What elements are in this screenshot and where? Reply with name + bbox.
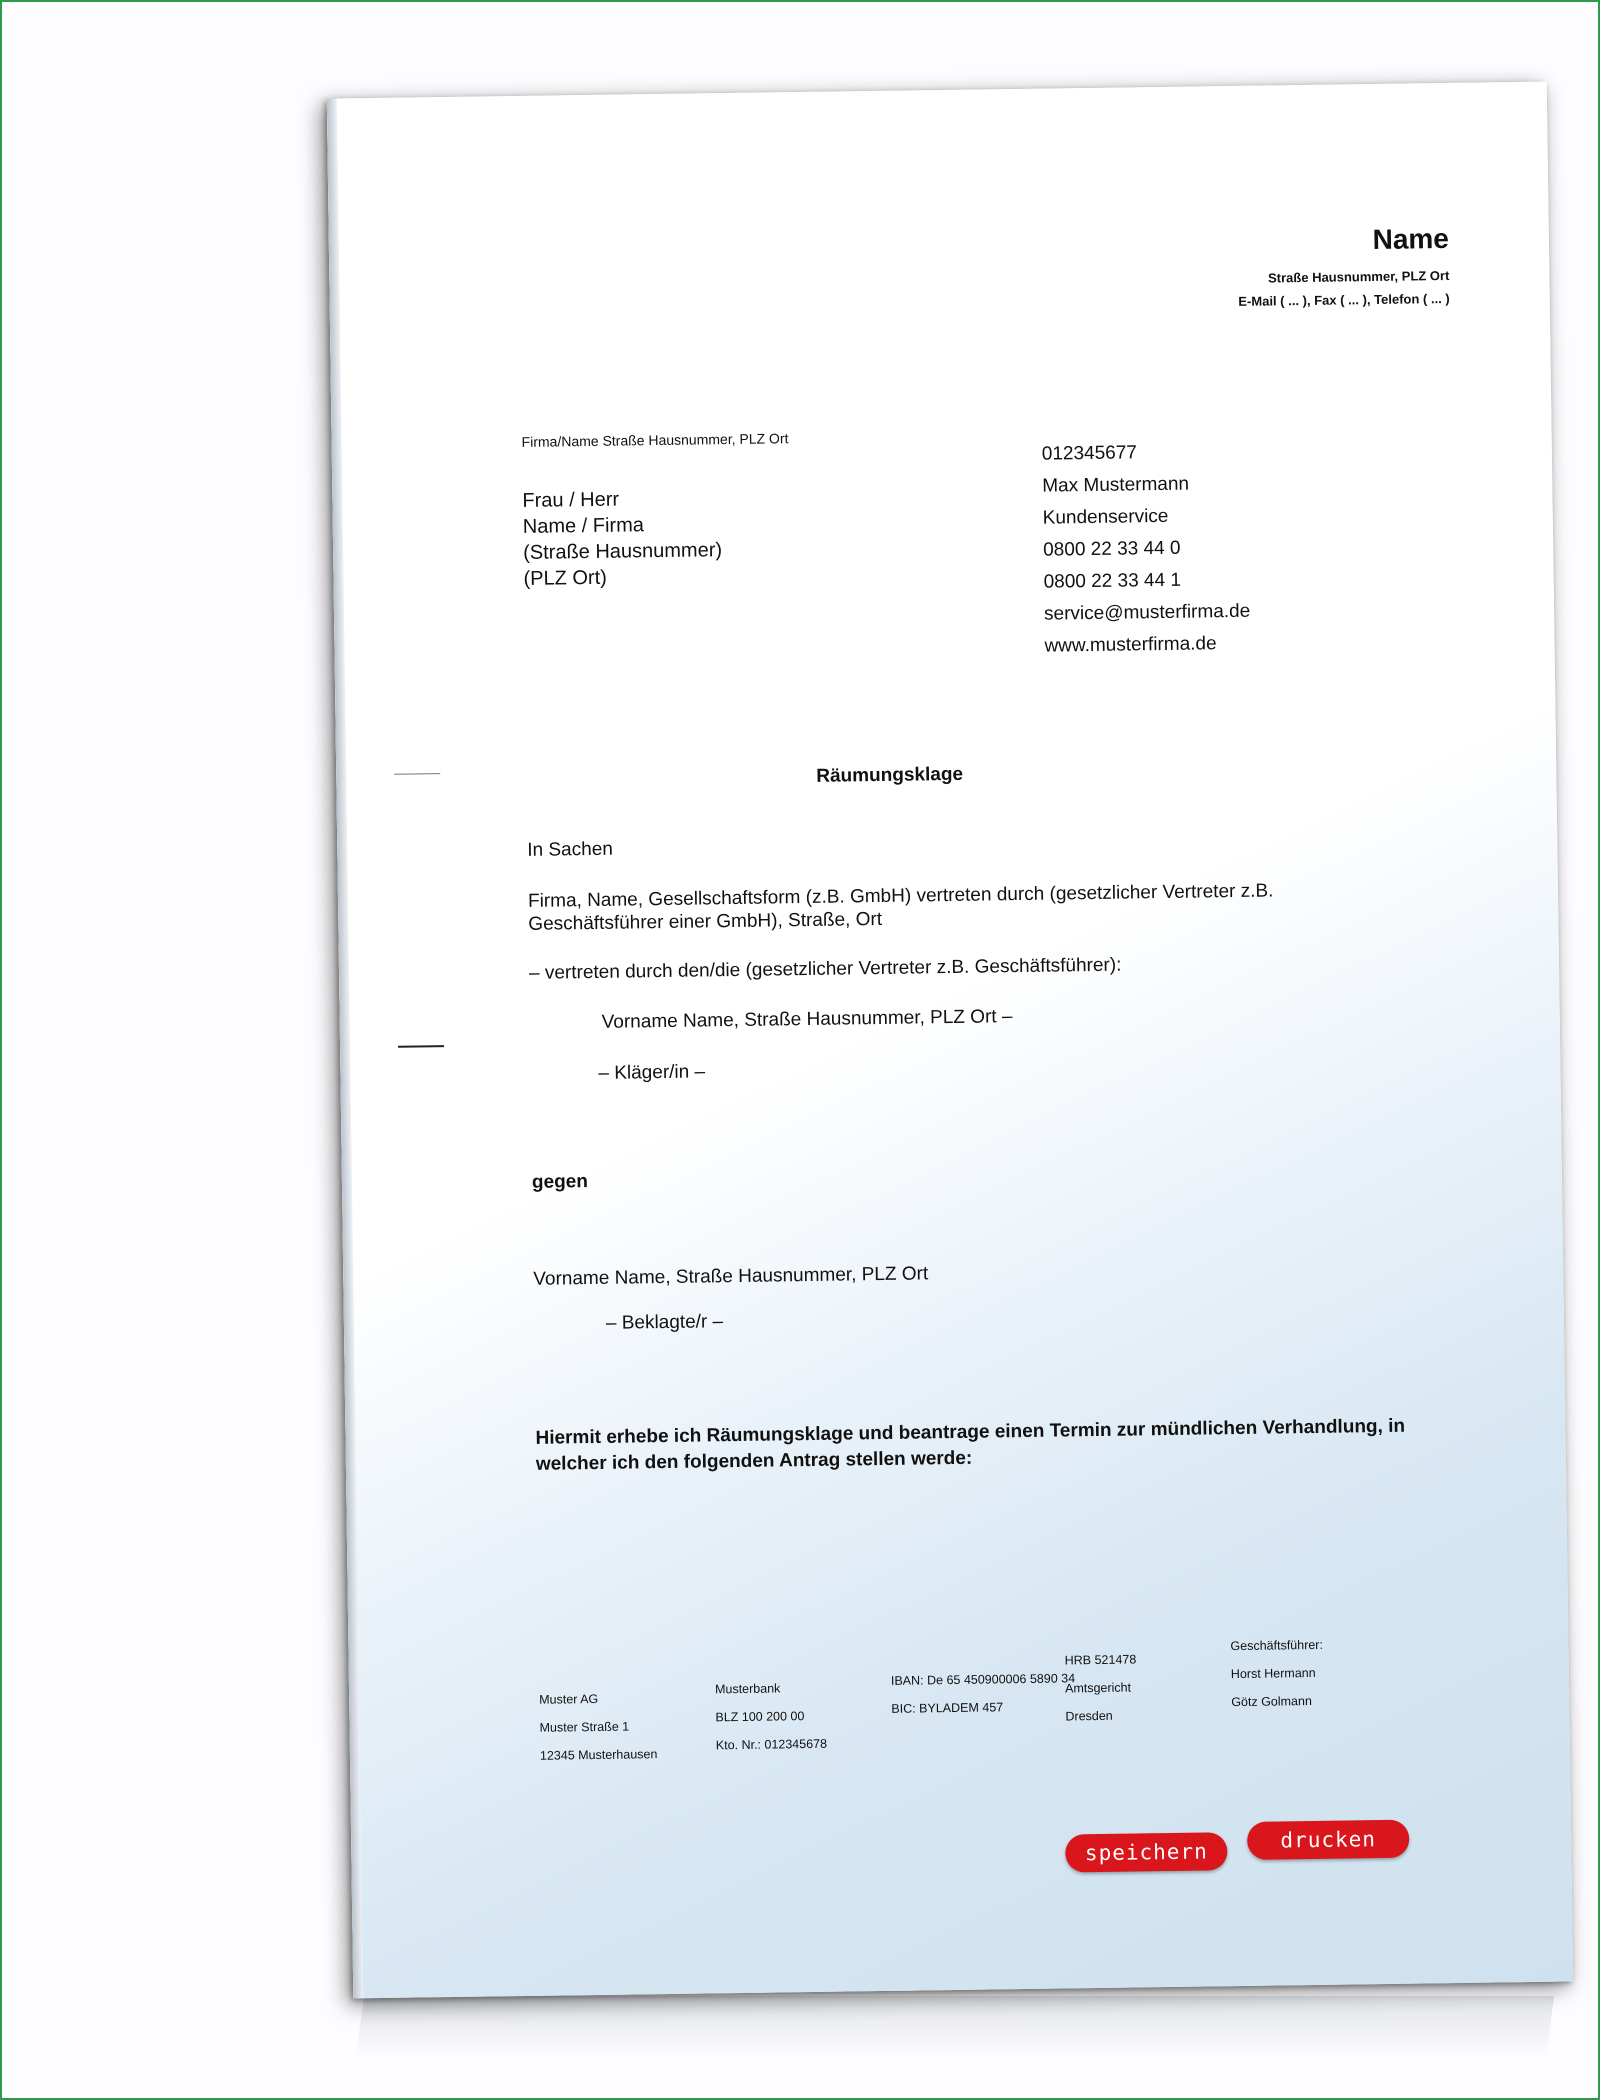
save-button[interactable]: speichern: [1065, 1832, 1228, 1872]
footer-bank-name: Musterbank: [714, 1681, 781, 1697]
claim-line-1: Hiermit erhebe ich Räumungsklage und beantrage einen Termin zur mündlichen Verhandlung, in: [535, 1415, 1406, 1449]
footer-register: [1064, 1645, 1137, 1730]
recipient-salutation: Frau / Herr: [522, 488, 620, 512]
fold-mark-top: [394, 773, 440, 775]
footer-company-street: Muster Straße 1: [539, 1719, 630, 1735]
footer-register-city: Dresden: [1065, 1708, 1113, 1724]
footer-register-number: HRB 521478: [1064, 1652, 1137, 1668]
plaintiff-line-2: Geschäftsführer einer GmbH), Straße, Ort: [528, 908, 883, 935]
contact-reference: 012345677: [1041, 442, 1138, 465]
fold-mark-middle: [398, 1045, 444, 1048]
contact-email: service@musterfirma.de: [1043, 600, 1251, 625]
footer-register-court: Amtsgericht: [1064, 1680, 1132, 1696]
footer-manager-1: Horst Hermann: [1230, 1665, 1316, 1682]
contact-person: Max Mustermann: [1042, 473, 1190, 497]
in-sachen: In Sachen: [527, 838, 614, 861]
footer-bank-account: Kto. Nr.: 012345678: [715, 1736, 828, 1753]
letterhead-contact: E-Mail ( ... ), Fax ( ... ), Telefon ( ... ): [1238, 290, 1450, 309]
contact-block: [1042, 436, 1251, 663]
footer-bank: [715, 1674, 827, 1760]
footer-company: [539, 1684, 658, 1770]
print-button[interactable]: drucken: [1247, 1820, 1410, 1860]
footer-bank-blz: BLZ 100 200 00: [715, 1709, 805, 1725]
claim-line-2: welcher ich den folgenden Antrag stellen werde:: [535, 1447, 973, 1475]
recipient-street: (Straße Hausnummer): [523, 539, 723, 564]
defendant: Vorname Name, Straße Hausnummer, PLZ Ort: [533, 1263, 929, 1290]
recipient-name: Name / Firma: [522, 514, 645, 538]
footer-manager-2: Götz Golmann: [1231, 1694, 1312, 1710]
contact-department: Kundenservice: [1042, 505, 1169, 529]
recipient-city: (PLZ Ort): [523, 566, 608, 590]
plaintiff-line-1: Firma, Name, Gesellschaftsform (z.B. GmbH) vertreten durch (gesetzlicher Vertreter z.B.: [527, 880, 1274, 912]
contact-fax: 0800 22 33 44 1: [1043, 569, 1182, 593]
footer-company-city: 12345 Musterhausen: [539, 1747, 658, 1763]
contact-web: www.musterfirma.de: [1044, 633, 1217, 657]
return-address: Firma/Name Straße Hausnummer, PLZ Ort: [521, 430, 789, 450]
representative: Vorname Name, Straße Hausnummer, PLZ Ort –: [601, 1006, 1013, 1033]
footer-bic: BIC: BYLADEM 457: [891, 1700, 1004, 1716]
against: gegen: [531, 1171, 589, 1193]
footer-management: [1230, 1631, 1324, 1716]
letterhead-name: Name: [1372, 222, 1450, 256]
document-page: [327, 82, 1573, 1999]
document-title: Räumungsklage: [816, 763, 964, 787]
plaintiff-role: – Kläger/in –: [598, 1061, 706, 1084]
footer-iban-number: IBAN: De 65 450900006 5890 34: [890, 1671, 1076, 1688]
claim-text: [535, 1414, 1405, 1478]
page-reflection: [356, 1996, 1554, 2056]
contact-phone: 0800 22 33 44 0: [1043, 537, 1181, 561]
footer-iban: [891, 1664, 1076, 1723]
recipient-address: [522, 485, 722, 592]
footer-company-name: Muster AG: [539, 1691, 599, 1707]
defendant-role: – Beklagte/r –: [605, 1311, 724, 1334]
letterhead-address: Straße Hausnummer, PLZ Ort: [1267, 267, 1450, 286]
represented-by: – vertreten durch den/die (gesetzlicher Vertreter z.B. Geschäftsführer):: [528, 954, 1122, 984]
footer-management-label: Geschäftsführer:: [1230, 1637, 1323, 1654]
